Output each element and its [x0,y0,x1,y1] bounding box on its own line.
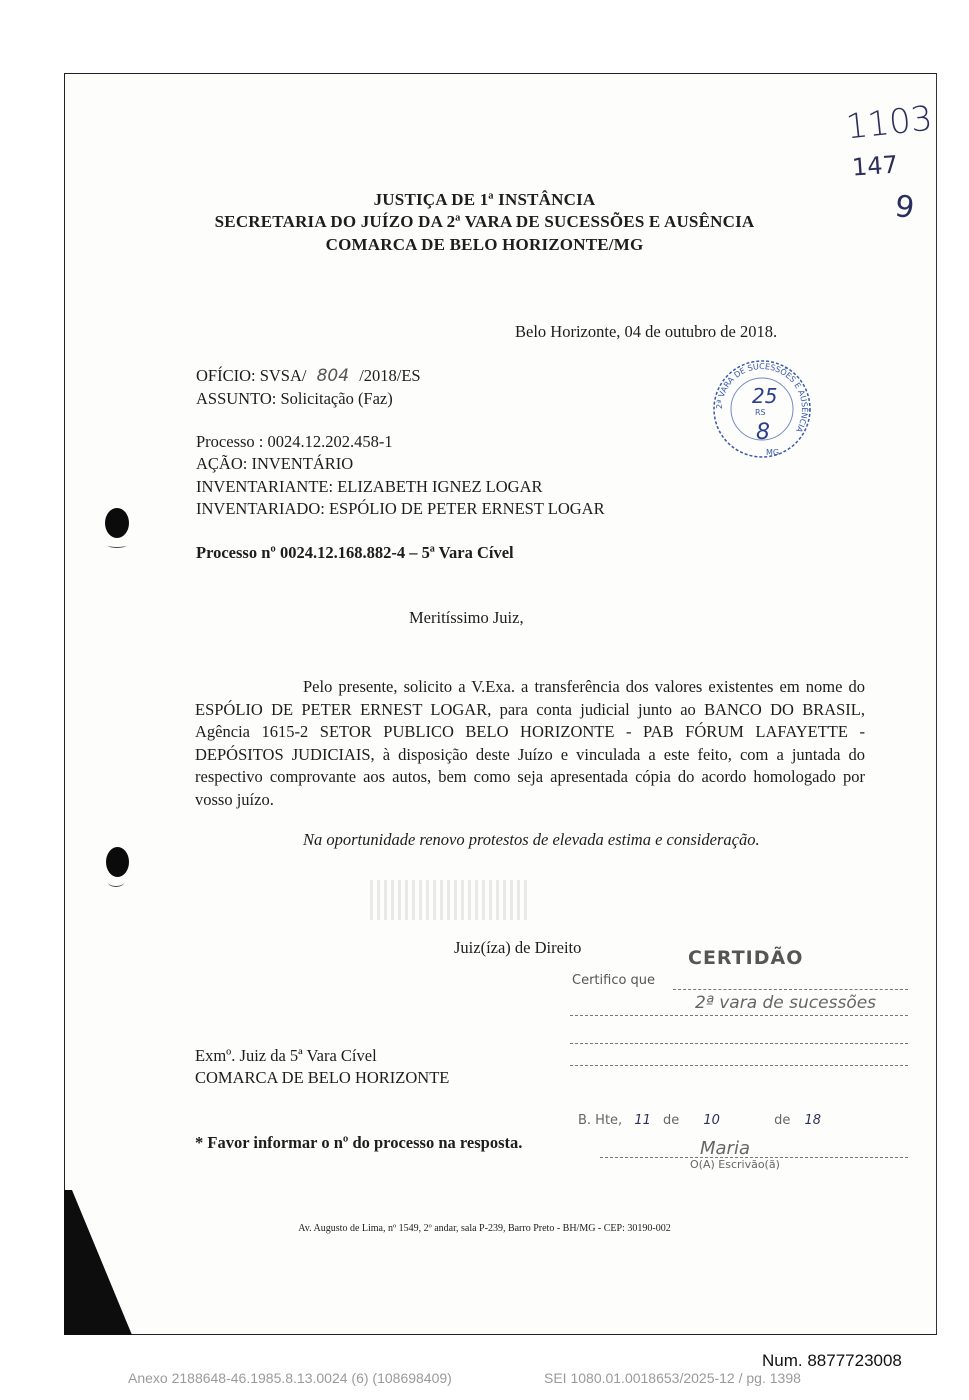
certidao-box [565,945,910,1080]
handwritten-page-number-1: 1103 [844,98,935,148]
oficio-suffix: /2018/ES [359,366,421,385]
stamp-initial: 8 [756,420,770,445]
acao-line: AÇÃO: INVENTÁRIO [196,454,354,473]
stamp-bottom: MG [766,448,780,457]
footer-address: Av. Augusto de Lima, nº 1549, 2º andar, sala P-239, Barro Preto - BH/MG - CEP: 30190-002 [298,1223,671,1234]
certidao-certifico: Certifico que [572,973,656,988]
certidao-place-date [578,1113,821,1128]
processo-bold-line: Processo nº 0024.12.168.882-4 – 5ª Vara Cível [196,543,514,562]
hole-punch-top [105,508,129,538]
signature-label: Juiz(íza) de Direito [454,938,582,957]
header-court: JUSTIÇA DE 1ª INSTÂNCIA [373,190,596,209]
scan-edge-shadow [64,1190,134,1336]
handwritten-page-number-3: 9 [892,188,917,227]
recipient-line-2: COMARCA DE BELO HORIZONTE [195,1068,450,1087]
note-line: * Favor informar o nº do processo na resposta. [195,1133,523,1152]
certidao-role: O(A) Escrivão(ã) [690,1158,780,1171]
header-secretariat: SECRETARIA DO JUÍZO DA 2ª VARA DE SUCESSÕES E AUSÊNCIA [214,212,755,231]
body-paragraph-text: Pelo presente, solicito a V.Exa. a transferência dos valores existentes em nome do ESPÓLIO DE PETER ERNEST LOGAR, para conta judicial junto ao BANCO DO BRASIL, Agência 1615-2 SETOR PUBLICO BELO HORIZONTE - PAB FÓRUM LAFAYETTE - DEPÓSITOS JUDICIAIS, à disposição deste Juízo e vinculada a este feito, com a juntada do respectivo comprovante aos autos, bem como seja apresentada cópia do acordo homologado por vosso juízo. [195,677,865,809]
court-stamp [710,357,814,461]
closing-line: Na oportunidade renovo protestos de elevada estima e consideração. [303,830,760,849]
hole-punch-bottom-shadow [108,878,124,887]
certidao-signature: Maria [700,1138,750,1159]
certidao-line-3 [570,1043,908,1044]
certidao-line-4 [570,1065,908,1066]
stamp-number: 25 [752,384,778,408]
bottom-right-sei: SEI 1080.01.0018653/2025-12 / pg. 1398 [544,1370,801,1386]
inventariante-line: INVENTARIANTE: ELIZABETH IGNEZ LOGAR [196,477,543,496]
stamp-ring-text: 2ª VARA DE SUCESSÕES E AUSÊNCIA [714,361,810,434]
hole-punch-bottom [106,847,129,877]
oficio-handwritten-number: 804 [316,366,350,386]
oficio-line [196,366,421,386]
faded-stamp [370,880,530,920]
assunto-line: ASSUNTO: Solicitação (Faz) [196,389,393,408]
certidao-de2: de [774,1113,791,1128]
certidao-year: 18 [804,1113,822,1128]
header-comarca: COMARCA DE BELO HORIZONTE/MG [325,235,644,254]
stamp-suffix: RS [755,408,766,417]
date-line: Belo Horizonte, 04 de outubro de 2018. [515,322,778,341]
recipient-line-1: Exmº. Juiz da 5ª Vara Cível [195,1046,377,1065]
certidao-day: 11 [634,1113,651,1128]
oficio-prefix: OFÍCIO: SVSA/ [196,366,307,385]
handwritten-page-number-2: 147 [851,150,899,182]
certidao-line-2 [570,1015,908,1016]
hole-punch-top-shadow [108,543,126,548]
certidao-line-1 [673,989,908,990]
certidao-title: CERTIDÃO [688,947,804,969]
bottom-left-annex: Anexo 2188648-46.1985.8.13.0024 (6) (108698409) [128,1370,452,1386]
body-paragraph [195,676,865,811]
certidao-de1: de [663,1113,680,1128]
certidao-month: 10 [703,1113,720,1128]
certidao-handwritten: 2ª vara de sucessões [695,993,877,1013]
document-number: Num. 8877723008 [762,1351,902,1370]
inventariado-line: INVENTARIADO: ESPÓLIO DE PETER ERNEST LOGAR [196,499,605,518]
certidao-place: B. Hte, [578,1113,623,1128]
salutation: Meritíssimo Juiz, [409,608,524,627]
processo-line: Processo : 0024.12.202.458-1 [196,432,393,451]
